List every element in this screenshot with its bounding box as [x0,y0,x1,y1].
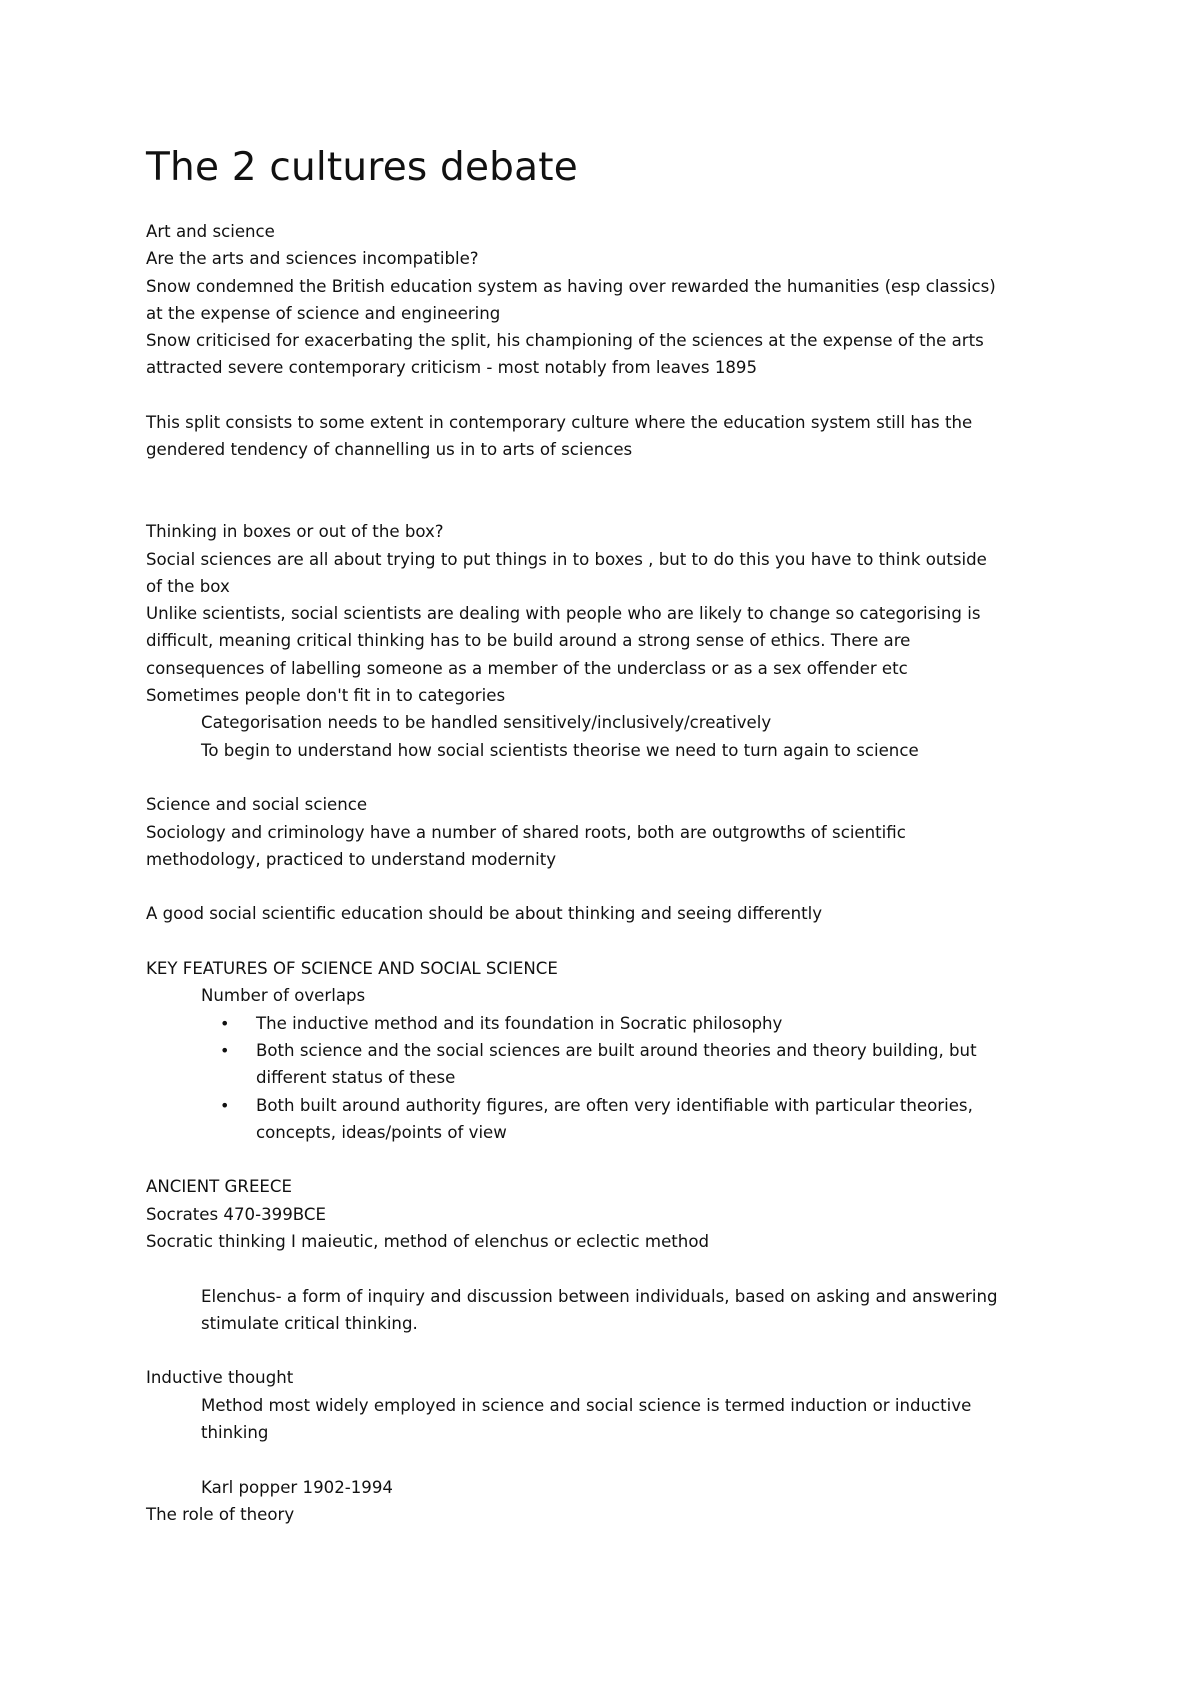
spacer [146,382,1076,409]
line-role-of-theory: The role of theory [146,1504,295,1524]
line-thinking-in-boxes: Thinking in boxes or out of the box? [146,522,444,542]
bullet-text: Both built around authority figures, are often very identifiable with particular theories, [256,1095,973,1115]
line-split-consists: This split consists to some extent in contemporary culture where the education system still has the [146,413,973,433]
spacer [146,464,1076,491]
line-good-education: A good social scientific education should be about thinking and seeing differently [146,904,823,924]
line-number-of-overlaps: Number of overlaps [201,986,366,1006]
line-socrates-dates: Socrates 470-399BCE [146,1204,326,1224]
line-sociology-criminology: Sociology and criminology have a number of shared roots, both are outgrowths of scientific [146,822,906,842]
line-stimulate-critical: stimulate critical thinking. [201,1313,418,1333]
spacer [146,1255,1076,1282]
line-dont-fit: Sometimes people don't fit in to categories [146,686,506,706]
line-begin-understand: To begin to understand how social scientists theorise we need to turn again to science [201,740,919,760]
line-snow-criticised: Snow criticised for exacerbating the split, his championing of the sciences at the expense of the arts [146,331,984,351]
line-consequences-labelling: consequences of labelling someone as a member of the underclass or as a sex offender etc [146,658,908,678]
spacer [146,491,1076,518]
spacer [146,1337,1076,1364]
bullet-icon: • [220,1095,230,1115]
line-difficult-ethics: difficult, meaning critical thinking has to be build around a strong sense of ethics. There are [146,631,911,651]
line-snow-condemned: Snow condemned the British education system as having over rewarded the humanities (esp classics) [146,276,996,296]
line-question-incompatible: Are the arts and sciences incompatible? [146,249,479,269]
line-gendered-tendency: gendered tendency of channelling us in to arts of sciences [146,440,633,460]
document-body [146,218,1076,1528]
line-inductive-thought: Inductive thought [146,1368,294,1388]
spacer [146,1146,1076,1173]
bullet-text: The inductive method and its foundation in Socratic philosophy [256,1013,783,1033]
bullet-item [146,1037,1076,1092]
line-categorisation: Categorisation needs to be handled sensitively/inclusively/creatively [201,713,772,733]
line-karl-popper: Karl popper 1902-1994 [201,1477,393,1497]
line-of-the-box: of the box [146,576,230,596]
line-ancient-greece: ANCIENT GREECE [146,1177,292,1197]
line-elenchus: Elenchus- a form of inquiry and discussion between individuals, based on asking and answering [201,1286,998,1306]
bullet-icon: • [220,1040,230,1060]
document-title: The 2 cultures debate [146,145,578,190]
bullet-icon: • [220,1013,230,1033]
line-art-and-science: Art and science [146,222,275,241]
spacer [146,764,1076,791]
line-social-sciences-boxes: Social sciences are all about trying to put things in to boxes , but to do this you have to think outside [146,549,987,569]
line-thinking: thinking [201,1423,269,1443]
line-key-features-heading: KEY FEATURES OF SCIENCE AND SOCIAL SCIENCE [146,959,558,979]
line-expense-science: at the expense of science and engineering [146,303,501,323]
bullet-item [146,1010,1076,1037]
line-socratic-thinking: Socratic thinking I maieutic, method of elenchus or eclectic method [146,1231,710,1251]
line-science-social-science: Science and social science [146,795,368,815]
line-method-induction: Method most widely employed in science and social science is termed induction or inductive [201,1395,972,1415]
spacer [146,928,1076,955]
bullet-text: concepts, ideas/points of view [256,1122,507,1142]
bullet-text: different status of these [256,1068,456,1088]
spacer [146,1446,1076,1473]
line-methodology-modernity: methodology, practiced to understand modernity [146,849,557,869]
line-unlike-scientists: Unlike scientists, social scientists are dealing with people who are likely to change so categorising is [146,604,981,624]
spacer [146,873,1076,900]
line-attracted-criticism: attracted severe contemporary criticism - most notably from leaves 1895 [146,358,758,378]
bullet-text: Both science and the social sciences are built around theories and theory building, but [256,1040,977,1060]
bullet-item [146,1092,1076,1147]
